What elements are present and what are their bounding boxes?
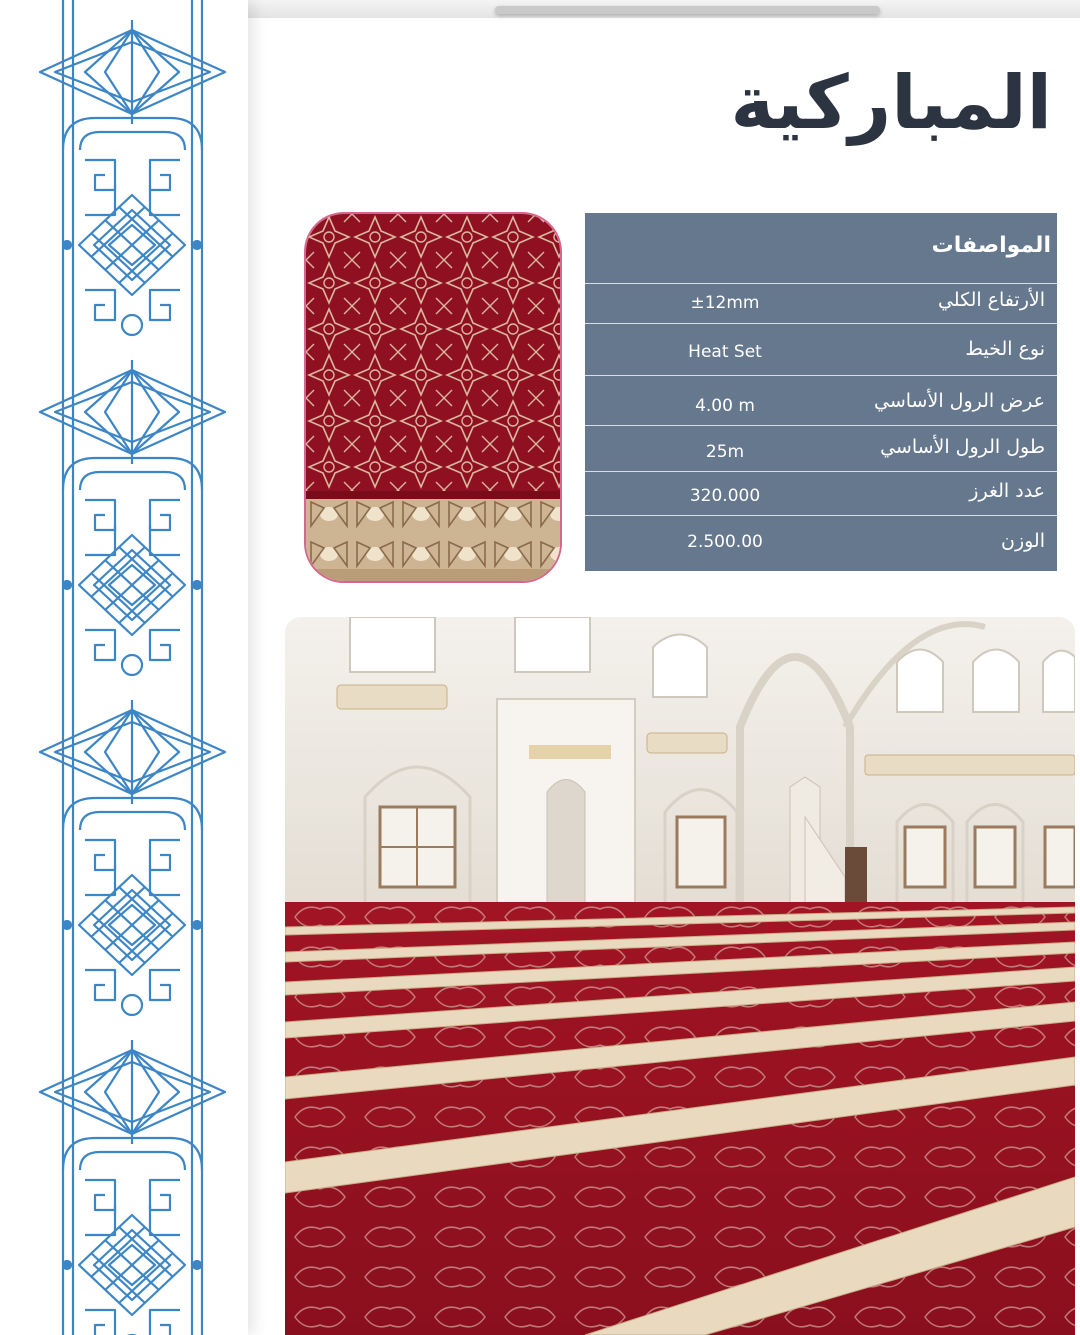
decorative-border: [0, 0, 248, 1335]
spec-value: 25m: [705, 442, 745, 462]
spec-label: طول الرول الأساسي: [880, 436, 1045, 458]
spec-row-weight: [585, 515, 1057, 572]
spec-value: Heat Set: [688, 342, 762, 362]
spec-row-length: [585, 425, 1057, 472]
spec-label: نوع الخيط: [965, 338, 1045, 360]
mosque-interior-photo: [285, 617, 1075, 1335]
page-title: المباركية: [730, 60, 1052, 146]
carpet-swatch-pattern: [306, 214, 562, 583]
top-shadow-bar: [495, 6, 880, 14]
spec-value: ±12mm: [690, 293, 760, 313]
spec-label: عدد الغرز: [969, 480, 1045, 502]
spec-label: الأرتفاع الكلي: [937, 289, 1045, 311]
spec-value: 2.500.00: [687, 532, 763, 552]
spec-row-yarn: [585, 323, 1057, 376]
spec-value: 4.00 m: [695, 396, 755, 416]
spec-row-height: [585, 283, 1057, 323]
spec-label: الوزن: [1000, 530, 1045, 552]
spec-label: عرض الرول الأساسي: [874, 390, 1045, 412]
ornament-pattern-icon: [35, 0, 230, 1335]
spec-row-stitches: [585, 471, 1057, 516]
mosque-interior-drawing: [285, 617, 1075, 1335]
carpet-swatch-image: [304, 212, 562, 583]
spec-value: 320.000: [689, 486, 761, 506]
specifications-header: المواصفات: [931, 233, 1051, 258]
spec-row-width: [585, 375, 1057, 426]
specifications-table: [585, 213, 1057, 571]
